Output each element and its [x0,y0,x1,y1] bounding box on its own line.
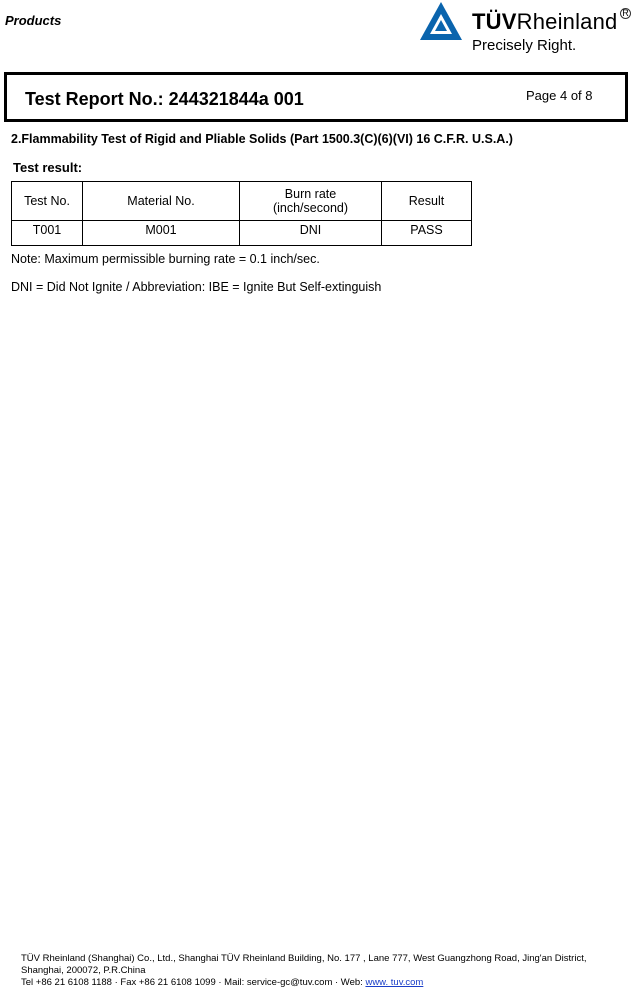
burn-rate-line1: Burn rate [284,187,337,201]
burn-rate-line2: (inch/second) [272,201,349,215]
results-table [11,181,472,246]
cell-burn-rate: DNI [240,221,382,246]
section-title: 2.Flammability Test of Rigid and Pliable Solids (Part 1500.3(C)(6)(VI) 16 C.F.R. U.S.A.) [11,132,513,146]
report-title-box [4,72,628,122]
footer-contact-text: Tel +86 21 6108 1188 · Fax +86 21 6108 1099 · Mail: service-gc@tuv.com · Web: [21,977,366,988]
note-abbreviations: DNI = Did Not Ignite / Abbreviation: IBE = Ignite But Self-extinguish [11,280,382,294]
section-label: Products [5,13,62,28]
cell-test-no: T001 [12,221,83,246]
brand-name [472,9,618,35]
header-test-no: Test No. [12,182,83,221]
brand-bold: TÜV [472,9,517,34]
report-title: Test Report No.: 244321844a 001 [25,89,304,109]
page-info: Page 4 of 8 [526,88,593,103]
brand-tagline: Precisely Right. [472,37,577,54]
footer-web-link[interactable]: www. tuv.com [365,977,424,988]
header-burn-rate [240,182,382,221]
footer [21,953,627,989]
triangle-logo-icon [418,0,464,42]
footer-address-line1: TÜV Rheinland (Shanghai) Co., Ltd., Shanghai TÜV Rheinland Building, No. 177 , Lane 777, West Guangzhong Road, Jing'an District, [21,953,587,964]
footer-contact-line [21,977,627,989]
table-row [12,221,472,246]
table-header-row [12,182,472,221]
footer-address-line2: Shanghai, 200072, P.R.China [21,965,146,976]
registered-mark: R [620,8,631,19]
header-material-no: Material No. [83,182,240,221]
tuv-rheinland-logo [418,0,634,60]
brand-regular: Rheinland [516,9,618,34]
cell-result: PASS [382,221,472,246]
header-result: Result [382,182,472,221]
test-result-label: Test result: [13,160,83,175]
cell-material-no: M001 [83,221,240,246]
note-max-burning-rate: Note: Maximum permissible burning rate = 0.1 inch/sec. [11,252,320,266]
